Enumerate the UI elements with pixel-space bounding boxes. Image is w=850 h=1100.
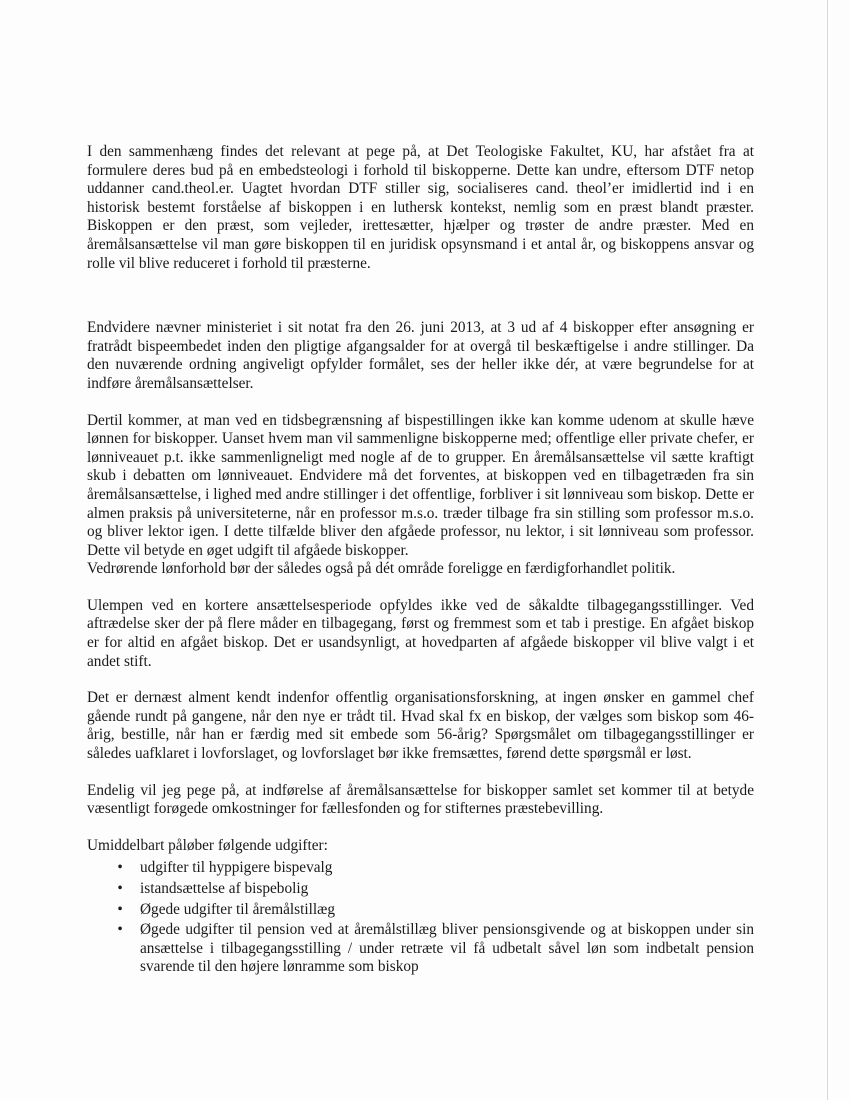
expense-list	[87, 859, 754, 977]
document-body	[87, 143, 754, 979]
list-item	[87, 901, 754, 920]
bullet-icon: •	[117, 921, 123, 939]
list-intro: Umiddelbart påløber følgende udgifter:	[87, 836, 328, 854]
paragraph-spacer	[87, 819, 754, 837]
paragraph-spacer	[87, 394, 754, 412]
list-item	[87, 859, 754, 878]
list-item-text: Øgede udgifter til pension ved at åremålstillæg bliver pensionsgivende og at biskoppen under sin ansættelse i tilbagegangsstilling / under retræte vil få udbetalt såvel løn som indbetalt pension svarende til den højere lønramme som biskop	[140, 921, 754, 976]
list-item-text: istandsættelse af bispebolig	[140, 880, 309, 897]
paragraph-salary-policy: Vedrørende lønforhold bør der således også på dét område foreligge en færdigforhandlet politik.	[87, 560, 676, 578]
paragraph-spacer	[87, 273, 754, 319]
paragraph-ministry-note: Endvidere nævner ministeriet i sit notat fra den 26. juni 2013, at 3 ud af 4 biskopper efter ansøgning er fratrådt bispeembedet inden den pligtige afgangsalder for at overgå til beskæftigelse i andre stillinger. Da den nuværende ordning angiveligt opfylder formålet, ses der heller ikke dér, at være begrundelse for at indføre åremålsansættelser.	[87, 319, 754, 392]
list-item	[87, 921, 754, 977]
list-item	[87, 880, 754, 899]
paragraph-spacer	[87, 579, 754, 597]
bullet-icon: •	[117, 880, 123, 897]
bullet-icon: •	[117, 900, 123, 918]
paragraph-retreat-positions: Ulempen ved en kortere ansættelsesperiode opfyldes ikke ved de såkaldte tilbagegangsstillinger. Ved aftrædelse sker der på flere måder en tilbagegang, først og fremmest som et tab i prestige. En afgået biskop er for altid en afgået biskop. Det er usandsynligt, at hovedparten af afgåede biskopper vil blive valgt i et andet stift.	[87, 596, 754, 670]
bullet-icon: •	[117, 859, 123, 877]
paragraph-spacer	[87, 764, 754, 782]
list-item-text: udgifter til hyppigere bispevalg	[140, 859, 333, 877]
scan-edge-line	[827, 0, 828, 1100]
paragraph-costs: Endelig vil jeg pege på, at indførelse af åremålsansættelse for biskopper samlet set kommer til at betyde væsentligt forøgede omkostninger for fællesfonden og for stifternes præstebevilling.	[87, 781, 754, 818]
list-item-text: Øgede udgifter til åremålstillæg	[140, 900, 335, 918]
paragraph-spacer	[87, 671, 754, 689]
paragraph-salary: Dertil kommer, at man ved en tidsbegrænsning af bispestillingen ikke kan komme udenom at skulle hæve lønnen for biskopper. Uanset hvem man vil sammenligne biskopperne med; offentlige eller private chefer, er lønniveauet p.t. ikke sammenligneligt med nogle af de to grupper. En åremålsansættelse vil sætte kraftigt skub i debatten om lønniveauet. Endvidere må det forventes, at biskoppen ved en tilbagetræden fra sin åremålsansættelse, i lighed med andre stillinger i det offentlige, forbliver i sit lønniveau som biskop. Dette er almen praksis på universiteterne, når en professor m.s.o. træder tilbage fra sin stilling som professor m.s.o. og bliver lektor igen. I dette tilfælde bliver den afgåede professor, nu lektor, i sit lønniveau som professor. Dette vil betyde en øget udgift til afgåede biskopper.	[87, 411, 754, 559]
paragraph-organisation-research: Det er dernæst alment kendt indenfor offentlig organisationsforskning, at ingen ønsker en gammel chef gående rundt på gangene, når den nye er trådt til. Hvad skal fx en biskop, der vælges som biskop som 46-årig, bestille, når han er færdig med sit embede som 56-årig? Spørgsmålet om tilbagegangsstillinger er således uafklaret i lovforslaget, og lovforslaget bør ikke fremsættes, førend dette spørgsmål er løst.	[87, 689, 754, 763]
paragraph-dtf: I den sammenhæng findes det relevant at pege på, at Det Teologiske Fakultet, KU, har afstået fra at formulere deres bud på en embedsteologi i forhold til biskopperne. Dette kan undre, eftersom DTF netop uddanner cand.theol.er. Uagtet hvordan DTF stiller sig, socialiseres cand. theol’er imidlertid ind i en historisk bestemt forståelse af biskoppen i en luthersk kontekst, nemlig som en præst blandt præster. Biskoppen er den præst, som vejleder, irettesætter, hjælper og trøster de andre præster. Med en åremålsansættelse vil man gøre biskoppen til en juridisk opsynsmand i et antal år, og biskoppens ansvar og rolle vil blive reduceret i forhold til præsterne.	[87, 143, 754, 272]
